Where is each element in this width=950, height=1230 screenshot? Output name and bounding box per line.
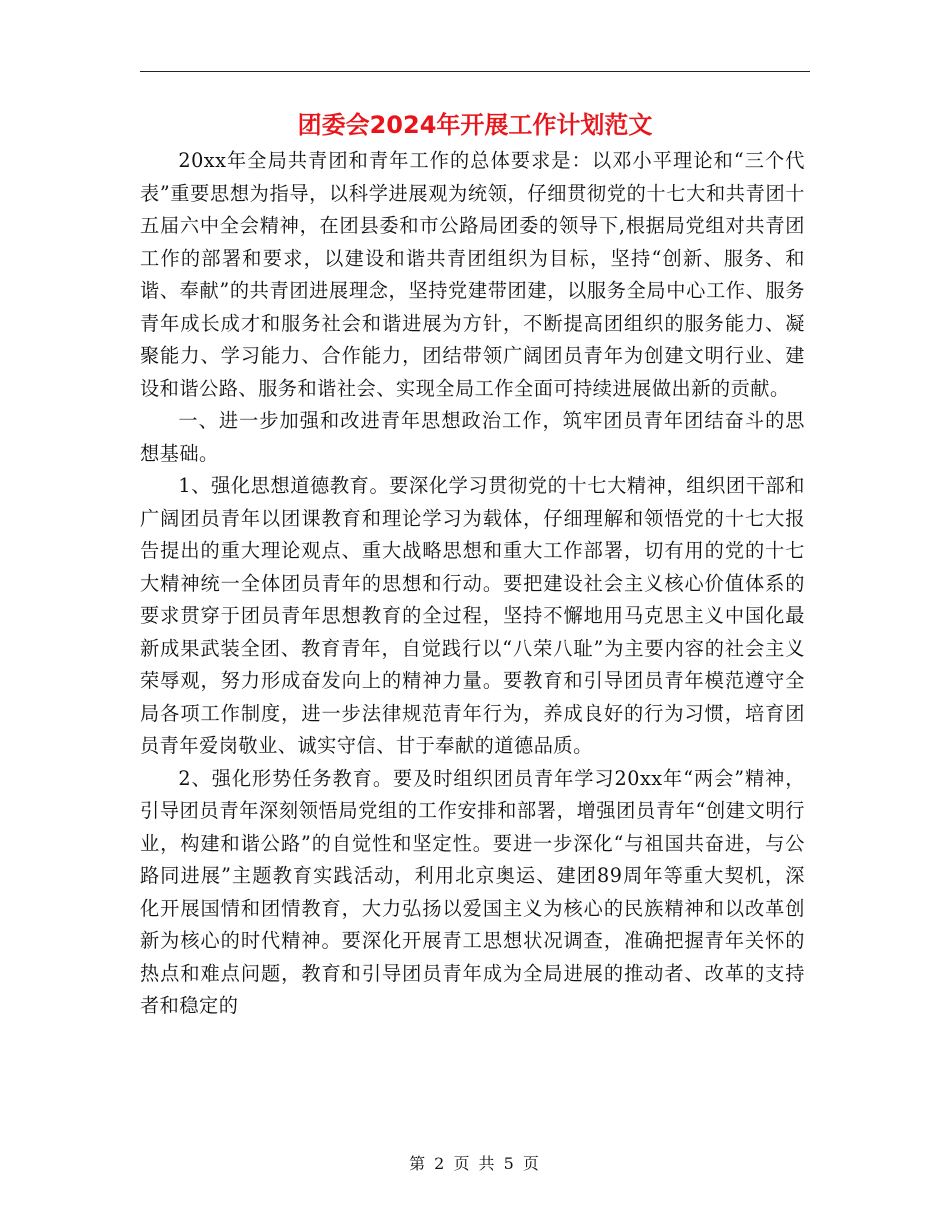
paragraph-item-two: 2、强化形势任务教育。要及时组织团员青年学习20xx年“两会”精神，引导团员青年深刻领悟局党组的工作安排和部署，增强团员青年“创建文明行业，构建和谐公路”的自觉性和坚定性。要进一步深化“与祖国共奋进，与公路同进展”主题教育实践活动，利用北京奥运、建团89周年等重大契机，深化开展国情和团情教育，大力弘扬以爱国主义为核心的民族精神和以改革创新为核心的时代精神。要深化开展青工思想状况调查，准确把握青年关怀的热点和难点问题，教育和引导团员青年成为全局进展的推动者、改革的支持者和稳定的 <box>140 766 805 1017</box>
paragraph-intro: 20xx年全局共青团和青年工作的总体要求是：以邓小平理论和“三个代表”重要思想为指导，以科学进展观为统领，仔细贯彻党的十七大和共青团十五届六中全会精神，在团县委和市公路局团委的领导下,根据局党组对共青团工作的部署和要求，以建设和谐共青团组织为目标，坚持“创新、服务、和谐、奉献”的共青团进展理念，坚持党建带团建，以服务全局中心工作、服务青年成长成才和服务社会和谐进展为方针，不断提高团组织的服务能力、凝聚能力、学习能力、合作能力，团结带领广阔团员青年为创建文明行业、建设和谐公路、服务和谐社会、实现全局工作全面可持续进展做出新的贡献。 <box>140 149 805 400</box>
header-rule <box>140 71 810 72</box>
document-title: 团委会2024年开展工作计划范文 <box>297 111 653 139</box>
paragraph-section-one-heading: 一、进一步加强和改进青年思想政治工作，筑牢团员青年团结奋斗的思想基础。 <box>140 409 805 465</box>
page-number-footer: 第 2 页 共 5 页 <box>409 1154 541 1173</box>
paragraph-item-one: 1、强化思想道德教育。要深化学习贯彻党的十七大精神，组织团干部和广阔团员青年以团课教育和理论学习为载体，仔细理解和领悟党的十七大报告提出的重大理论观点、重大战略思想和重大工作部署，切有用的党的十七大精神统一全体团员青年的思想和行动。要把建设社会主义核心价值体系的要求贯穿于团员青年思想教育的全过程，坚持不懈地用马克思主义中国化最新成果武装全团、教育青年，自觉践行以“八荣八耻”为主要内容的社会主义荣辱观，努力形成奋发向上的精神力量。要教育和引导团员青年模范遵守全局各项工作制度，进一步法律规范青年行为，养成良好的行为习惯，培育团员青年爱岗敬业、诚实守信、甘于奉献的道德品质。 <box>140 474 805 757</box>
document-body <box>140 145 805 1023</box>
